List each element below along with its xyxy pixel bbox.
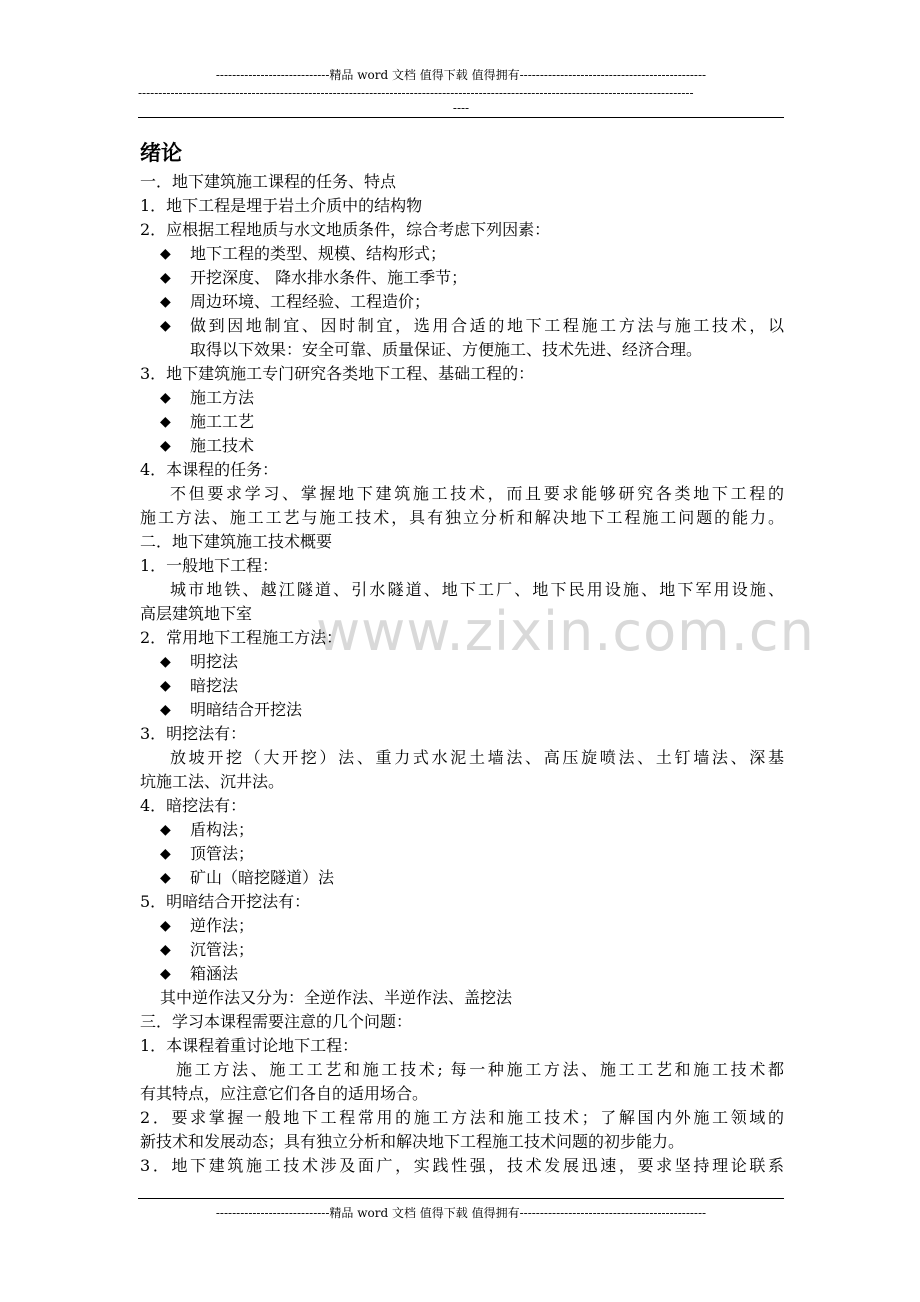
- text-line: [140, 602, 784, 626]
- text-line: [140, 194, 784, 218]
- footer-line-1: ----------------------------精品 word 文档 值得下载 值得拥有----------------------------------------------: [215, 1206, 707, 1220]
- line-text: 高层建筑地下室: [140, 604, 253, 623]
- diamond-bullet-icon: ◆: [160, 678, 171, 694]
- line-text: 2．要求掌握一般地下工程常用的施工方法和施工技术；了解国内外施工领域的: [140, 1108, 784, 1127]
- line-text: 新技术和发展动态；具有独立分析和解决地下工程施工技术问题的初步能力。: [140, 1132, 685, 1151]
- line-text: 明挖法: [190, 652, 239, 671]
- text-line: [140, 1034, 784, 1058]
- bullet-item: [140, 650, 784, 674]
- diamond-bullet-icon: ◆: [160, 966, 171, 982]
- diamond-bullet-icon: ◆: [160, 318, 171, 334]
- text-line: [140, 794, 784, 818]
- line-text: 施工技术: [190, 436, 255, 455]
- line-text: 2．常用地下工程施工方法：: [140, 628, 343, 647]
- line-text: 施工方法、施工工艺和施工技术; 每一种施工方法、施工工艺和施工技术都: [176, 1060, 784, 1079]
- header-line-2: -----------------------------------------------------------------------------------------------------------------------------------------: [138, 86, 694, 100]
- line-text: 1．一般地下工程：: [140, 556, 279, 575]
- bullet-item: [140, 290, 784, 314]
- diamond-bullet-icon: ◆: [160, 414, 171, 430]
- document-title: 绪论: [140, 140, 182, 165]
- bullet-item: [140, 434, 784, 458]
- text-line: [140, 1058, 784, 1082]
- text-line: [140, 338, 784, 362]
- bullet-item: [140, 938, 784, 962]
- diamond-bullet-icon: ◆: [160, 702, 171, 718]
- text-line: [140, 770, 784, 794]
- line-text: 开挖深度、 降水排水条件、施工季节；: [190, 268, 468, 287]
- line-text: 施工方法: [190, 388, 255, 407]
- line-text: 3．地下建筑施工专门研究各类地下工程、基础工程的：: [140, 364, 535, 383]
- line-text: 放坡开挖（大开挖）法、重力式水泥土墙法、高压旋喷法、土钉墙法、深基: [170, 748, 784, 767]
- bullet-item: [140, 698, 784, 722]
- text-line: [140, 1082, 784, 1106]
- text-line: [140, 170, 784, 194]
- line-text: 周边环境、工程经验、工程造价；: [190, 292, 431, 311]
- footer-rule: [138, 1198, 784, 1199]
- bullet-item: [140, 266, 784, 290]
- line-text: 地下工程的类型、规模、结构形式；: [190, 244, 447, 263]
- line-text: 有其特点，应注意它们各自的适用场合。: [140, 1084, 429, 1103]
- text-line: [140, 1130, 784, 1154]
- header-line-3: ----: [452, 101, 470, 115]
- text-line: [140, 626, 784, 650]
- header-line-1: ----------------------------精品 word 文档 值得下载 值得拥有----------------------------------------------: [215, 68, 707, 82]
- line-text: 3．明挖法有：: [140, 724, 247, 743]
- text-line: [140, 578, 784, 602]
- line-text: 暗挖法: [190, 676, 239, 695]
- text-line: [140, 362, 784, 386]
- line-text: 取得以下效果：安全可靠、质量保证、方便施工、技术先进、经济合理。: [190, 340, 703, 359]
- line-text: 明暗结合开挖法: [190, 700, 303, 719]
- line-text: 施工工艺: [190, 412, 255, 431]
- text-line: [140, 506, 784, 530]
- text-line: [140, 1106, 784, 1130]
- text-line: [140, 530, 784, 554]
- bullet-item: [140, 866, 784, 890]
- text-line: [140, 554, 784, 578]
- text-line: [140, 458, 784, 482]
- line-text: 三．学习本课程需要注意的几个问题：: [140, 1012, 413, 1031]
- bullet-item: [140, 386, 784, 410]
- line-text: 2．应根据工程地质与水文地质条件，综合考虑下列因素：: [140, 220, 551, 239]
- bullet-item: [140, 818, 784, 842]
- line-text: 箱涵法: [190, 964, 239, 983]
- bullet-item: [140, 962, 784, 986]
- diamond-bullet-icon: ◆: [160, 942, 171, 958]
- line-text: 3．地下建筑施工技术涉及面广，实践性强，技术发展迅速，要求坚持理论联系: [140, 1156, 784, 1175]
- header-rule: [138, 117, 784, 118]
- line-text: 4．暗挖法有：: [140, 796, 247, 815]
- diamond-bullet-icon: ◆: [160, 822, 171, 838]
- line-text: 其中逆作法又分为：全逆作法、半逆作法、盖挖法: [160, 988, 513, 1007]
- bullet-item: [140, 410, 784, 434]
- bullet-item: [140, 914, 784, 938]
- text-line: [140, 746, 784, 770]
- line-text: 5．明暗结合开挖法有：: [140, 892, 311, 911]
- text-line: [140, 722, 784, 746]
- bullet-item: [140, 314, 784, 338]
- line-text: 不但要求学习、掌握地下建筑施工技术，而且要求能够研究各类地下工程的: [170, 484, 784, 503]
- text-line: [140, 1010, 784, 1034]
- watermark: www.zixin.com.cn: [316, 600, 815, 663]
- diamond-bullet-icon: ◆: [160, 246, 171, 262]
- text-line: [140, 890, 784, 914]
- text-line: [140, 1154, 784, 1178]
- diamond-bullet-icon: ◆: [160, 846, 171, 862]
- line-text: 沉管法；: [190, 940, 255, 959]
- line-text: 施工方法、施工工艺与施工技术，具有独立分析和解决地下工程施工问题的能力。: [140, 508, 784, 527]
- diamond-bullet-icon: ◆: [160, 918, 171, 934]
- bullet-item: [140, 674, 784, 698]
- line-text: 1．本课程着重讨论地下工程：: [140, 1036, 359, 1055]
- line-text: 顶管法；: [190, 844, 255, 863]
- line-text: 坑施工法、沉井法。: [140, 772, 285, 791]
- text-line: [140, 986, 784, 1010]
- diamond-bullet-icon: ◆: [160, 390, 171, 406]
- line-text: 一．地下建筑施工课程的任务、特点: [140, 172, 397, 191]
- diamond-bullet-icon: ◆: [160, 270, 171, 286]
- diamond-bullet-icon: ◆: [160, 870, 171, 886]
- text-line: [140, 218, 784, 242]
- line-text: 盾构法；: [190, 820, 255, 839]
- line-text: 做到因地制宜、因时制宜，选用合适的地下工程施工方法与施工技术，以: [190, 316, 784, 335]
- line-text: 1．地下工程是埋于岩土介质中的结构物: [140, 196, 423, 215]
- diamond-bullet-icon: ◆: [160, 294, 171, 310]
- diamond-bullet-icon: ◆: [160, 654, 171, 670]
- diamond-bullet-icon: ◆: [160, 438, 171, 454]
- line-text: 逆作法；: [190, 916, 255, 935]
- line-text: 二．地下建筑施工技术概要: [140, 532, 333, 551]
- line-text: 城市地铁、越江隧道、引水隧道、地下工厂、地下民用设施、地下军用设施、: [170, 580, 784, 599]
- bullet-item: [140, 842, 784, 866]
- line-text: 4．本课程的任务：: [140, 460, 279, 479]
- document-lines: [140, 170, 784, 1178]
- document-body: [140, 136, 784, 1178]
- line-text: 矿山（暗挖隧道）法: [190, 868, 335, 887]
- text-line: [140, 482, 784, 506]
- bullet-item: [140, 242, 784, 266]
